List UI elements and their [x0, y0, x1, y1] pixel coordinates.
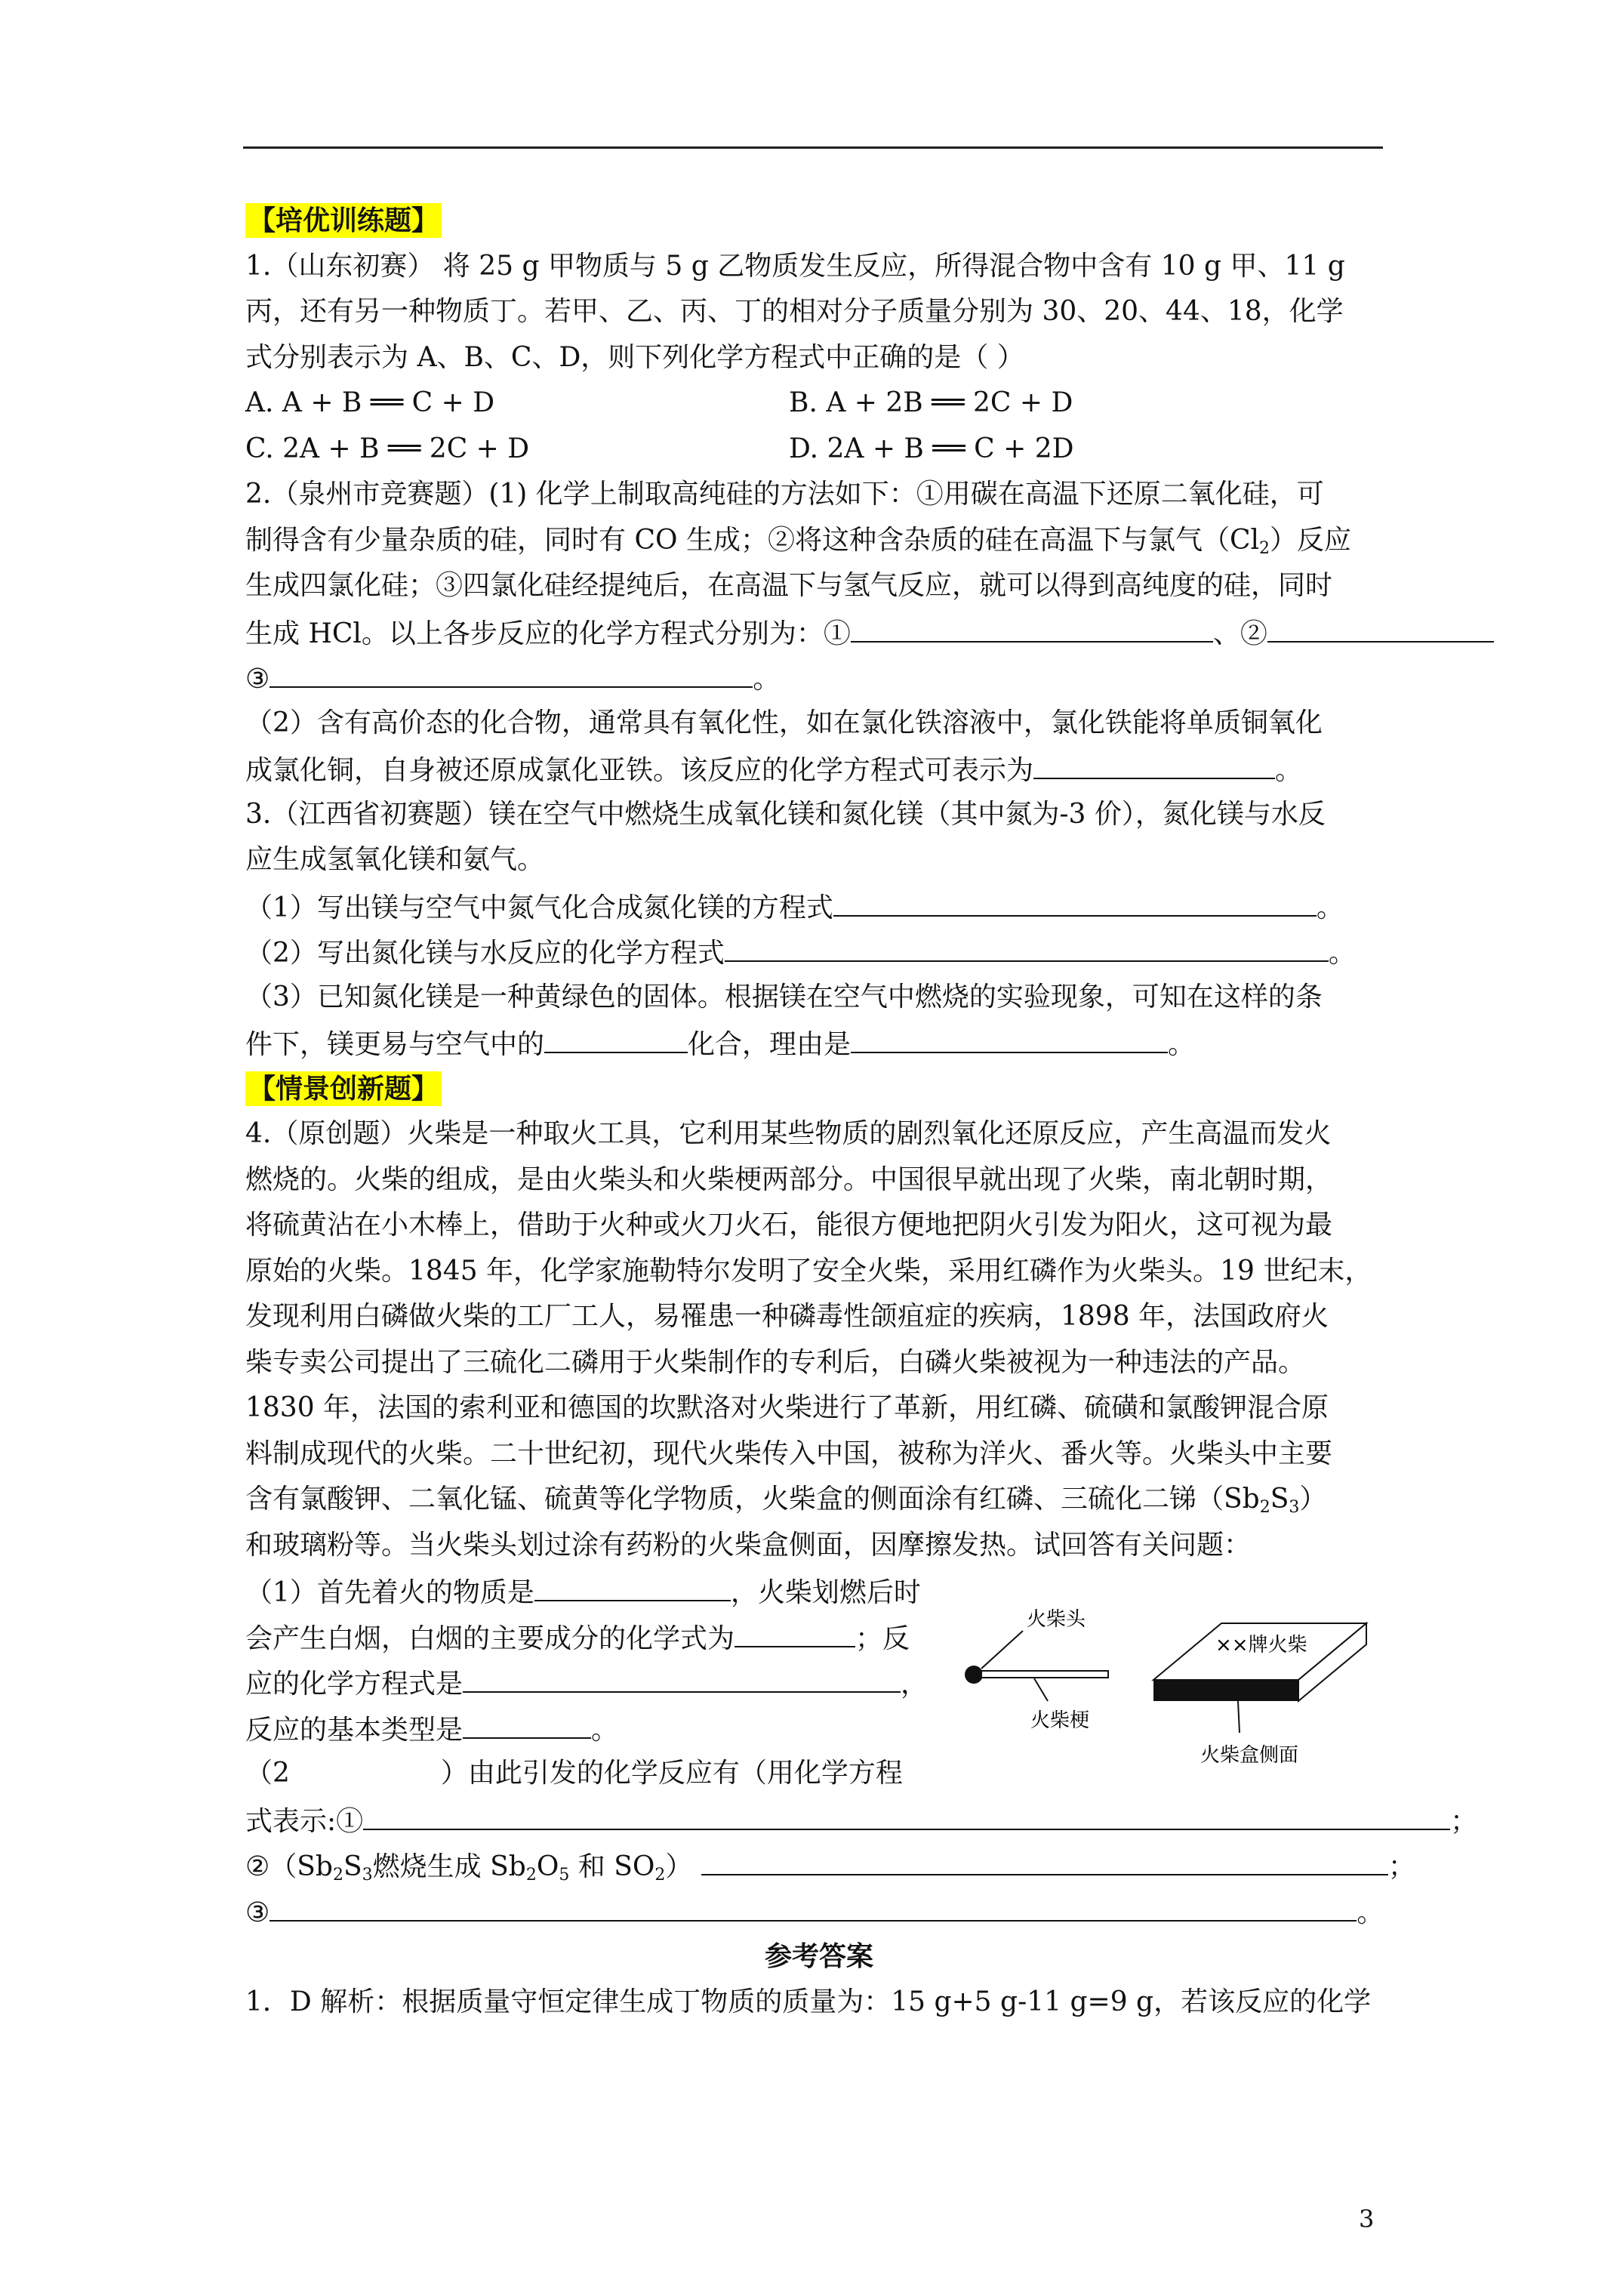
q3-sub-3-line-2a: 件下，镁更易与空气中的 — [245, 1029, 545, 1060]
q4-sub2-e: ②（Sb — [245, 1851, 333, 1882]
answer-blank[interactable] — [363, 1797, 1450, 1830]
period: 。 — [1275, 755, 1303, 786]
answer-blank[interactable] — [851, 609, 1213, 643]
matchbox-side-icon — [1153, 1680, 1298, 1701]
q4-sub2-f: 燃烧生成 Sb — [372, 1851, 526, 1882]
q3-line-1: 3.（江西省初赛题）镁在空气中燃烧生成氧化镁和氮化镁（其中氮为-3 价），氮化镁与水反 — [245, 798, 1326, 830]
q4-sub2-c: 式表示:① — [245, 1805, 364, 1837]
q4-sub2-a: （2 — [245, 1758, 290, 1789]
match-stick-pointer — [1034, 1678, 1048, 1701]
q4-sub1-h: 。 — [591, 1714, 619, 1746]
q4-sub1-a: （1）首先着火的物质是 — [245, 1577, 534, 1608]
q3-sub-3-line-2b: 化合，理由是 — [688, 1029, 852, 1060]
q2-part2-line-1: （2）含有高价态的化合物，通常具有氧化性，如在氯化铁溶液中，氯化铁能将单质铜氧化 — [245, 707, 1323, 738]
q1-line-2: 丙，还有另一种物质丁。若甲、乙、丙、丁的相对分子质量分别为 30、20、44、18，化学 — [245, 296, 1344, 327]
q2-line-1: 2.（泉州市竞赛题）(1) 化学上制取高纯硅的方法如下：①用碳在高温下还原二氧化硅，可 — [245, 479, 1324, 510]
answer-blank[interactable] — [1033, 746, 1275, 779]
page-number: 3 — [1359, 2205, 1375, 2233]
q4-sub2-b: ）由此引发的化学反应有（用化学方程 — [440, 1758, 903, 1789]
q2-line-2: 制得含有少量杂质的硅，同时有 CO 生成；②将这种含杂质的硅在高温下与氯气（Cl — [245, 524, 1260, 556]
section-heading-training: 【培优训练题】 — [245, 203, 442, 238]
answer-blank[interactable] — [833, 883, 1317, 917]
match-head-icon — [965, 1666, 983, 1684]
matchstick-figure — [959, 1604, 1412, 1778]
q1-line-3: 式分别表示为 A、B、C、D，则下列化学方程式中正确的是（ ） — [245, 341, 1024, 373]
q4-line-7: 1830 年，法国的索利亚和德国的坎默洛对火柴进行了革新，用红磷、硫磺和氯酸钾混合原 — [245, 1392, 1329, 1423]
match-head-pointer — [981, 1631, 1023, 1669]
q1-option-b: B. A + 2B ══ 2C + D — [789, 387, 1073, 418]
q4-sub2-h: ） — [665, 1851, 693, 1882]
q4-line-8: 料制成现代的火柴。二十世纪初，现代火柴传入中国，被称为洋火、番火等。火柴头中主要 — [245, 1438, 1333, 1469]
q2-part2-line-2: 成氯化铜，自身被还原成氯化亚铁。该反应的化学方程式可表示为 — [245, 755, 1034, 786]
q4-sub2-k: 。 — [1357, 1897, 1384, 1928]
matchbox-side-pointer — [1238, 1701, 1240, 1733]
q4-sub1-c: 会产生白烟，白烟的主要成分的化学式为 — [245, 1623, 735, 1654]
q4-line-6: 柴专卖公司提出了三硫化二磷用于火柴制作的专利后，白磷火柴被视为一种违法的产品。 — [245, 1346, 1306, 1378]
answer-blank[interactable] — [701, 1842, 1388, 1875]
q2-line-2-end: ）反应 — [1270, 524, 1352, 556]
q4-line-4: 原始的火柴。1845 年，化学家施勒特尔发明了安全火柴，采用红磷作为火柴头。19 世纪末， — [245, 1255, 1372, 1287]
q4-sub2-i: ； — [1387, 1851, 1415, 1882]
answer-blank[interactable] — [725, 929, 1329, 962]
q3-sub-3-line-1: （3）已知氮化镁是一种黄绿色的固体。根据镁在空气中燃烧的实验现象，可知在这样的条 — [245, 981, 1323, 1012]
answer-blank[interactable] — [463, 1660, 901, 1693]
match-stick-label: 火柴梗 — [1030, 1709, 1090, 1732]
q2-line-5-start: ③ — [245, 664, 270, 695]
q1-option-d: D. 2A + B ══ C + 2D — [789, 433, 1074, 464]
q4-line-9-end: ） — [1299, 1484, 1327, 1515]
match-head-label: 火柴头 — [1027, 1608, 1086, 1631]
q2-line-4: 生成 HCl。以上各步反应的化学方程式分别为：① — [245, 618, 851, 649]
q3-sub-1: （1）写出镁与空气中氮气化合成氮化镁的方程式 — [245, 892, 833, 923]
q4-line-9: 含有氯酸钾、二氧化锰、硫黄等化学物质，火柴盒的侧面涂有红磷、三硫化二锑（Sb — [245, 1484, 1260, 1515]
answers-title: 参考答案 — [764, 1940, 873, 1972]
answer-blank[interactable] — [544, 1020, 688, 1053]
q1-option-a: A. A + B ══ C + D — [245, 387, 495, 418]
q3-line-2: 应生成氢氧化镁和氨气。 — [245, 844, 545, 875]
q4-line-3: 将硫黄沾在小木棒上，借助于火种或火刀火石，能很方便地把阴火引发为阳火，这可视为最 — [245, 1210, 1333, 1240]
q4-sub1-b: ，火柴划燃后时 — [730, 1577, 921, 1608]
q4-line-1: 4.（原创题）火柴是一种取火工具，它利用某些物质的剧烈氧化还原反应，产生高温而发火 — [245, 1118, 1332, 1149]
q4-sub2-g: 和 SO — [577, 1851, 655, 1882]
q4-sub1-g: 反应的基本类型是 — [245, 1714, 463, 1746]
q4-sub1-d: ；反 — [855, 1623, 910, 1654]
matchbox-side-label: 火柴盒侧面 — [1200, 1744, 1299, 1767]
answer-blank[interactable] — [735, 1614, 855, 1647]
q1-option-c: C. 2A + B ══ 2C + D — [245, 433, 530, 464]
period: 。 — [1316, 892, 1344, 923]
q4-sub1-f: ， — [901, 1669, 929, 1700]
header-rule — [243, 146, 1383, 149]
page-content: 【培优训练题】 1.（山东初赛） 将 25 g 甲物质与 5 g 乙物质发生反应，所得混合物中含有 10 g 甲、11 g 丙，还有另一种物质丁。若甲、乙、丙、丁的相对分子质量分别为 30、20、44、18，化学 式分别表示为 A、B、C、D，则下列化学方程式中正确的是（ ） A. A + B ══ C + D B. A + 2B ══ 2C + D C. 2A + B ══ 2C + D D. 2A + B ══ C + 2D 2.（泉州市竞赛题）(1) 化学上制取高纯硅的方法如下：①用碳在高温下还原二氧化硅，可 制得含有少量杂质的硅，同时有 CO 生成；②将这种含杂质的硅在高温下与氯气$(Cl_2)$反应 生成四氯化硅；③四氯化硅经提纯后，在高温下与氢气反应，就可以得到高纯度的硅，同时 生成 HCl。以上各步反应的化学方程式分别为：① 、② ③ 。 （2）含有高价态的化合物，通常具有氧化性，如在氯化铁溶液中，氯化铁能将单质铜氧化 成氯化铜，自身被还原成氯化亚铁。该反应的化学方程式可表示为 。 3.（江西省初赛题）镁在空气中燃烧生成氧化镁和氮化镁（其中氮为-3 价），氮化镁与水反 应生成氢氧化镁和氨气。 （1）写出镁与空气中氮气化合成氮化镁的方程式 。 （2）写出氮化镁与水反应的化学方程式 。 （3）已知氮化镁是一种黄绿色的固体。根据镁在空气中燃烧的实验现象，可知在这样的条 件下，镁更易与空气中的 化合，理由是 。 【情景创新题】 4.（原创题）火柴是一种取火工具，它利用某些物质的剧烈氧化还原反应，产生高温而发火 燃烧的。火柴的组成，是由火柴头和火柴梗两部分。中国很早就出现了火柴，南北朝时期， 将硫黄沾在小木棒上，借助于火种或火刀火石，能很方便地把阴火引发为阳火，这可视为最 原始的火柴。1845 年，化学家施勒特尔发明了安全火柴，采用红磷作为火柴头。19 世纪末， 发现利用白磷做火柴的工厂工人，易罹患一种磷毒性颌疽症的疾病，1898 年，法国政府火 柴专卖公司提出了三硫化二磷用于火柴制作的专利后，白磷火柴被视为一种违法的产品。 1830 年，法国的索利亚和德国的坎默洛对火柴进行了革新，用红磷、硫磺和氯酸钾混合原 料制成现代的火柴。二十世纪初，现代火柴传入中国，被称为洋火、番火等。火柴头中主要 含有氯酸钾、二氧化锰、硫黄等化学物质，火柴盒的侧面涂有红磷、三硫化二锑$(Sb_2S_3)$ 和玻璃粉等。当火柴头划过涂有药粉的火柴盒侧面，因摩擦发热。试回答有关问题： （1）首先着火的物质是 ，火柴划燃后时 会产生白烟，白烟的主要成分的化学式为 ；反 应的化学方程式是 ， 反应的基本类型是 。 （2 ）由此引发的化学反应有（用化学方程 式表示:① ； $②(Sb_2S_3$燃烧生成 $Sb_2O_5$ 和 $SO_2$） ； ③ 。 参考答案 1．D 解析：根据质量守恒定律生成丁物质的质量为：15 g+5 g-11 g=9 g，若该反应的化学 — [245, 198, 1393, 2025]
answer-blank[interactable] — [269, 655, 753, 688]
answer-blank[interactable] — [1267, 609, 1494, 643]
q4-sub1-e: 应的化学方程式是 — [245, 1669, 463, 1700]
q1-line-1: 1.（山东初赛） 将 25 g 甲物质与 5 g 乙物质发生反应，所得混合物中含有 10 g 甲、11 g — [245, 250, 1345, 282]
q4-line-2: 燃烧的。火柴的组成，是由火柴头和火柴梗两部分。中国很早就出现了火柴，南北朝时期， — [245, 1163, 1333, 1195]
section-heading-scenario: 【情景创新题】 — [245, 1071, 442, 1106]
answer-blank[interactable] — [269, 1888, 1357, 1922]
answer-blank[interactable] — [851, 1020, 1168, 1053]
period: 。 — [1168, 1029, 1196, 1060]
subscript: 2 — [1259, 538, 1270, 558]
matchbox-brand-text: ××牌火柴 — [1215, 1634, 1307, 1657]
period: 。 — [753, 664, 781, 695]
q4-line-5: 发现利用白磷做火柴的工厂工人，易罹患一种磷毒性颌疽症的疾病，1898 年，法国政府火 — [245, 1301, 1329, 1332]
q4-sub2-j: ③ — [245, 1897, 270, 1928]
match-stick-icon — [981, 1671, 1108, 1678]
period: 。 — [1328, 938, 1356, 969]
answer-blank[interactable] — [463, 1706, 591, 1739]
q2-line-3: 生成四氯化硅；③四氯化硅经提纯后，在高温下与氢气反应，就可以得到高纯度的硅，同时 — [245, 570, 1333, 601]
q4-line-10: 和玻璃粉等。当火柴头划过涂有药粉的火柴盒侧面，因摩擦发热。试回答有关问题： — [245, 1529, 1252, 1561]
answer-blank[interactable] — [534, 1568, 731, 1601]
q3-sub-2: （2）写出氮化镁与水反应的化学方程式 — [245, 938, 725, 969]
q2-line-4-mid: 、② — [1212, 618, 1267, 649]
answer-1: 1．D 解析：根据质量守恒定律生成丁物质的质量为：15 g+5 g-11 g=9 g，若该反应的化学 — [245, 1986, 1372, 2017]
q4-sub2-d: ； — [1450, 1805, 1478, 1837]
